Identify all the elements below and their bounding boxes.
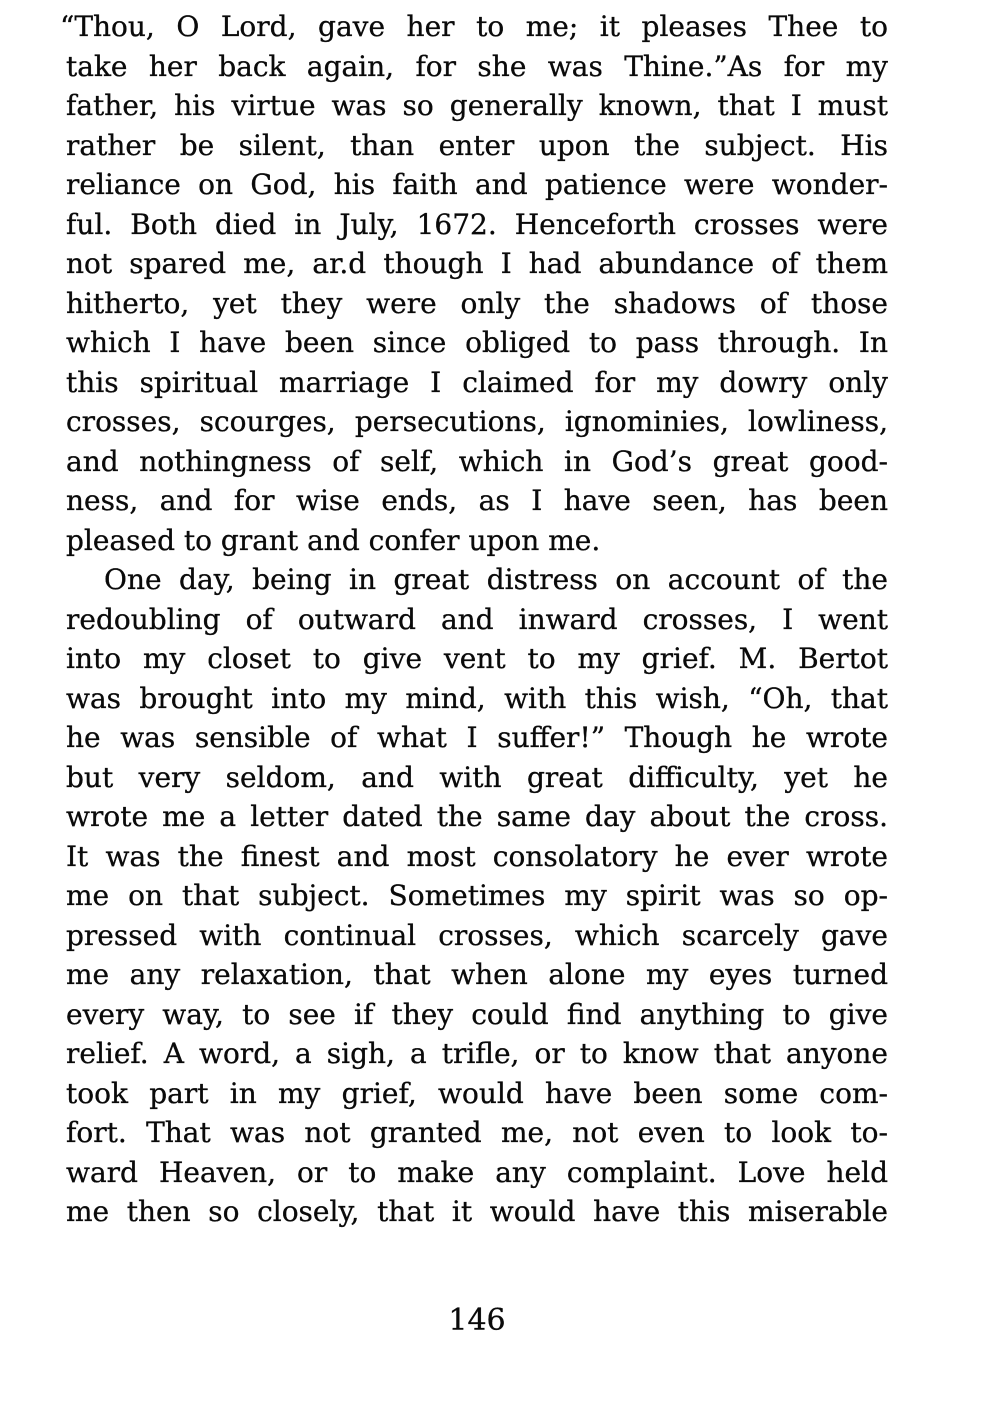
body-text [60, 7, 888, 1232]
text-line: “Thou, O Lord, gave her to me; it pleases Thee to [60, 10, 888, 43]
text-line: this spiritual marriage I claimed for my dowry only [66, 365, 888, 399]
text-line: me on that subject. Sometimes my spirit was so op- [66, 879, 888, 912]
text-line: not spared me, ar.d though I had abundance of them [66, 247, 888, 280]
text-line: into my closet to give vent to my grief. M. Bertot [66, 642, 888, 675]
text-line: pressed with continual crosses, which scarcely gave [66, 918, 888, 952]
text-line: and nothingness of self, which in God’s great good- [66, 444, 888, 478]
text-line: took part in my grief, would have been some com- [66, 1076, 888, 1110]
text-line: father, his virtue was so generally known, that I must [66, 89, 888, 122]
text-line: but very seldom, and with great difficulty, yet he [66, 760, 888, 794]
text-line: me then so closely, that it would have this miserable [66, 1195, 888, 1228]
text-line: was brought into my mind, with this wish, “Oh, that [66, 681, 888, 715]
page-number: 146 [448, 1303, 506, 1338]
text-line: rather be silent, than enter upon the subject. His [66, 128, 888, 162]
text-line: ness, and for wise ends, as I have seen, has been [66, 484, 888, 517]
text-line: crosses, scourges, persecutions, ignominies, lowliness, [66, 405, 888, 438]
text-line: relief. A word, a sigh, a trifle, or to know that anyone [66, 1037, 888, 1070]
text-line: which I have been since obliged to pass through. In [66, 326, 888, 359]
text-line: wrote me a letter dated the same day about the cross. [66, 800, 888, 833]
text-line: It was the finest and most consolatory he ever wrote [66, 839, 888, 873]
text-line: ful. Both died in July, 1672. Henceforth crosses were [66, 207, 888, 241]
text-line: me any relaxation, that when alone my eyes turned [66, 958, 888, 991]
text-line: every way, to see if they could find anything to give [66, 997, 888, 1031]
text-line: pleased to grant and confer upon me. [66, 523, 601, 557]
text-line: he was sensible of what I suffer!” Though he wrote [66, 721, 888, 754]
text-line: take her back again, for she was Thine.”As for my [66, 49, 888, 83]
text-line: ward Heaven, or to make any complaint. Love held [66, 1155, 888, 1189]
text-line: One day, being in great distress on account of the [104, 563, 888, 596]
text-line: fort. That was not granted me, not even to look to- [66, 1116, 888, 1149]
text-line: redoubling of outward and inward crosses, I went [66, 602, 888, 636]
text-line: hitherto, yet they were only the shadows of those [66, 286, 888, 320]
text-line: reliance on God, his faith and patience were wonder- [66, 168, 888, 201]
